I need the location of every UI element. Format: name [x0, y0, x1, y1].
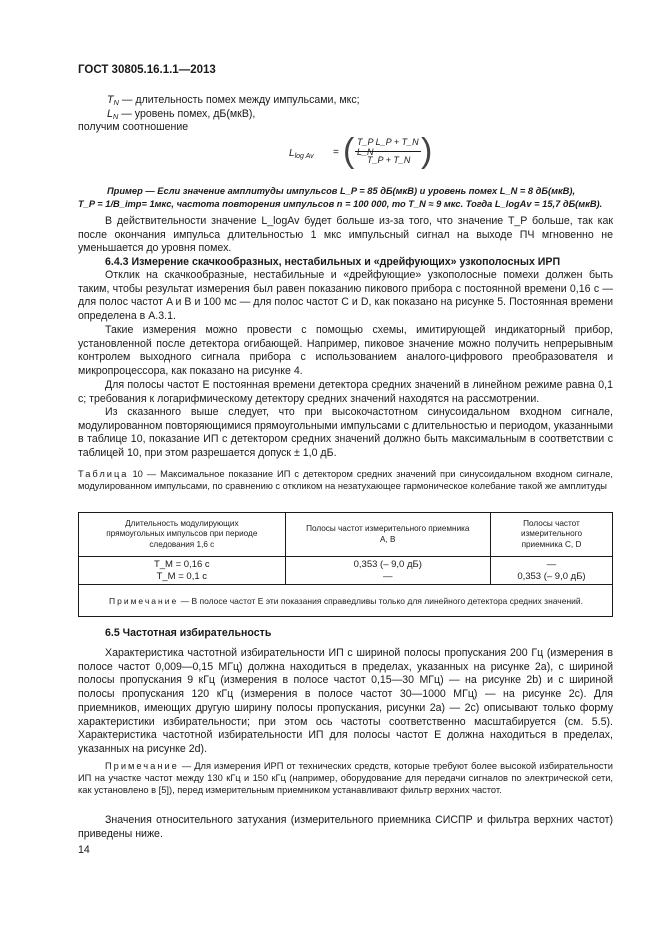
table-note-row [79, 585, 613, 617]
paragraph-actual-value: В действительности значение L_logAv будет больше из-за того, что значение T_P больше, так как после окончания импульса длительностью 1 мкс импульсный сигнал на выходе ПЧ мгновенно не уменьшается до уровня помех. [78, 215, 613, 255]
table-cell-value: 0,353 (– 9,0 дБ) [517, 570, 586, 582]
table-cell-value: — [383, 570, 393, 582]
formula-lhs: $L_{log Av}$ [289, 148, 314, 160]
formula-right-paren: ) [421, 132, 433, 170]
table-note: Примечание — В полосе частот E эти показания справедливы только для линейного детектора средних значений. [79, 585, 613, 617]
paragraph-6-4-3-3: Для полосы частот E постоянная времени детектора средних значений в линейном режиме равна 0,1 с; требования к логарифмическому детектору средних значений находятся на рассмотрении. [78, 379, 613, 405]
paragraph-6-4-3-4: Из сказанного выше следует, что при высокочастотном синусоидальном входном сигнале, модулированном повторяющимися прямоугольными импульсами с длительностью и периодом, указанными в таблице 10, показание ИП с детектором средних значений должно быть максимальным в соответствии с таблицей 10, при этом разрешается допуск ± 1,0 дБ. [78, 406, 613, 460]
table-header-cell: Полосы частот измерительного приемника C, D [490, 513, 612, 557]
table-cell-value: T_M = 0,16 с [153, 558, 210, 570]
table-row [79, 557, 613, 585]
table-cell [79, 557, 286, 585]
definition-tn: $T_N$ — длительность помех между импульсами, мкс; [107, 94, 360, 107]
relation-text: получим соотношение [78, 121, 189, 133]
example-line-1: Пример — Если значение амплитуды импульсов L_P = 85 дБ(мкВ) и уровень помех L_N = 8 дБ(мкВ), [107, 186, 576, 196]
section-title-6-4-3: 6.4.3 Измерение скачкообразных, нестабильных и «дрейфующих» узкополосных ИРП [105, 256, 561, 268]
page-number: 14 [78, 844, 90, 856]
example-line-2: T_P = 1/B_imp= 1мкс, частота повторения импульсов n = 100 000, то T_N ≈ 9 мкс. Тогда L_logAv = 15,7 дБ(мкВ). [78, 199, 603, 209]
paragraph-6-5-2: Значения относительного затухания (измерительного приемника СИСПР и фильтра верхних частот) приведены ниже. [78, 814, 613, 840]
note-6-5: Примечание — Для измерения ИРП от технических средств, которые требуют более высокой избирательности ИП на участке частот между 130 кГц и 150 кГц (например, оборудование для передачи сигналов по электрической сети, как установлено в [5]), перед измерительным приемником устанавливают фильтр верхних частот. [78, 761, 613, 796]
formula [289, 132, 433, 174]
formula-left-paren: ( [343, 132, 355, 170]
table-cell [490, 557, 612, 585]
formula-numerator: T_P L_P + T_N L_N [357, 137, 419, 157]
table-cell-value: T_M = 0,1 с [156, 570, 208, 582]
paragraph-6-5-1: Характеристика частотной избирательности ИП с шириной полосы пропускания 200 Гц (измерения в полосе частот 0,009—0,15 МГц) должна находиться в пределах, указанных на рисунке 2a), с шириной полосы пропускания 9 кГц (измерения в полосе частот 0,15—30 МГц) — на рисунке 2b) и с шириной полосы пропускания 120 кГц (измерения в полосе частот 30—1000 МГц) — на рисунке 2c). Для приемников, имеющих другую ширину полосы пропускания, рисунки 2a) — 2c) описывают только форму характеристики избирательности; при этом ось частоты соответственно масштабируется (см. 5.5). Характеристика частотной избирательности ИП для полосы частот E должна находиться в пределах, указанных на рисунке 2d). [78, 647, 613, 755]
formula-equals: = [333, 147, 339, 158]
table-10 [78, 512, 613, 617]
table-cell-value: 0,353 (– 9,0 дБ) [353, 558, 422, 570]
formula-denominator: T_P + T_N [367, 155, 411, 165]
formula-fraction-line [355, 151, 421, 152]
table-cell-value: — [546, 558, 557, 570]
table-caption: Таблица 10 — Максимальное показание ИП с детектором средних значений при синусоидальном входном сигнале, модулированном импульсами, по сравнению с откликом на незатухающее гармоническое колебание такой же амплитуды [78, 469, 613, 492]
paragraph-6-4-3-2: Такие измерения можно провести с помощью схемы, имитирующей индикаторный прибор, установленной после детектора огибающей. Например, пиковое значение можно получить непрерывным контролем выходного сигнала прибора с использованием аналого-цифрового преобразователя и микропроцессора, как показано на рисунке 4. [78, 324, 613, 378]
document-header: ГОСТ 30805.16.1.1—2013 [78, 64, 216, 76]
definition-ln: $L_N$ — уровень помех, дБ(мкВ), [107, 108, 256, 121]
table-header-cell: Полосы частот измерительного приемника A, B [285, 513, 490, 557]
section-title-6-5: 6.5 Частотная избирательность [105, 627, 272, 639]
table-cell [285, 557, 490, 585]
paragraph-6-4-3-1: Отклик на скачкообразные, нестабильные и «дрейфующие» узкополосные помехи должен быть таким, чтобы результат измерения был равен показанию пикового прибора с постоянной времени 0,16 с — для полос частот A и B и 100 мс — для полос частот C и D, как показано на рисунке 5. Постоянная времени определена в A.3.1. [78, 269, 613, 323]
table-header-row [79, 513, 613, 557]
table-header-cell: Длительность модулирующих прямоугольных импульсов при периоде следования 1,6 с [79, 513, 286, 557]
